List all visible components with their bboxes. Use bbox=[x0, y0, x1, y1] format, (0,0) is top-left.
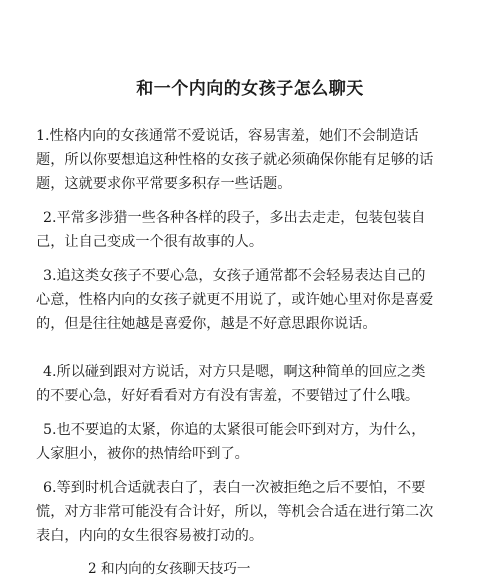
paragraph-5 bbox=[0, 418, 500, 466]
paragraph-line: 6.等到时机合适就表白了，表白一次被拒绝之后不要怕，不要 bbox=[43, 480, 426, 496]
paragraph-3 bbox=[0, 264, 500, 336]
paragraph-line: 题，这就要求你平常要多积存一些话题。 bbox=[36, 176, 292, 192]
paragraph-6 bbox=[0, 476, 500, 548]
paragraph-line: 1.性格内向的女孩通常不爱说话，容易害羞，她们不会制造话 bbox=[36, 128, 419, 144]
paragraph-line: 表白，内向的女生很容易被打动的。 bbox=[36, 528, 264, 544]
paragraph-line: 5.也不要追的太紧，你追的太紧很可能会吓到对方，为什么， bbox=[43, 422, 426, 438]
paragraph-line: 题，所以你要想追这种性格的女孩子就必须确保你能有足够的话 bbox=[36, 152, 434, 168]
paragraph-line: 3.追这类女孩子不要心急，女孩子通常都不会轻易表达自己的 bbox=[43, 268, 426, 284]
paragraph-line: 人家胆小，被你的热情给吓到了。 bbox=[36, 446, 249, 462]
paragraph-line: 的不要心急，好好看看对方有没有害羞，不要错过了什么哦。 bbox=[36, 388, 420, 404]
paragraph-1 bbox=[0, 124, 500, 196]
paragraph-2 bbox=[0, 206, 500, 254]
paragraph-4 bbox=[0, 360, 500, 408]
document-body bbox=[0, 124, 500, 580]
paragraph-line: 己，让自己变成一个很有故事的人。 bbox=[36, 234, 264, 250]
paragraph-line: 2.平常多涉猎一些各种各样的段子，多出去走走，包装包装自 bbox=[43, 210, 426, 226]
paragraph-line: 慌，对方非常可能没有合计好，所以，等机会合适在进行第二次 bbox=[36, 504, 434, 520]
tips-heading: 2 和内向的女孩聊天技巧一 bbox=[88, 561, 251, 577]
paragraph-line: 心意，性格内向的女孩子就更不用说了，或许她心里对你是喜爱 bbox=[36, 292, 434, 308]
document-title: 和一个内向的女孩子怎么聊天 bbox=[136, 79, 364, 99]
paragraph-line: 的，但是往往她越是喜爱你，越是不好意思跟你说话。 bbox=[36, 316, 377, 332]
paragraph-line: 4.所以碰到跟对方说话，对方只是嗯，啊这种简单的回应之类 bbox=[43, 364, 426, 380]
